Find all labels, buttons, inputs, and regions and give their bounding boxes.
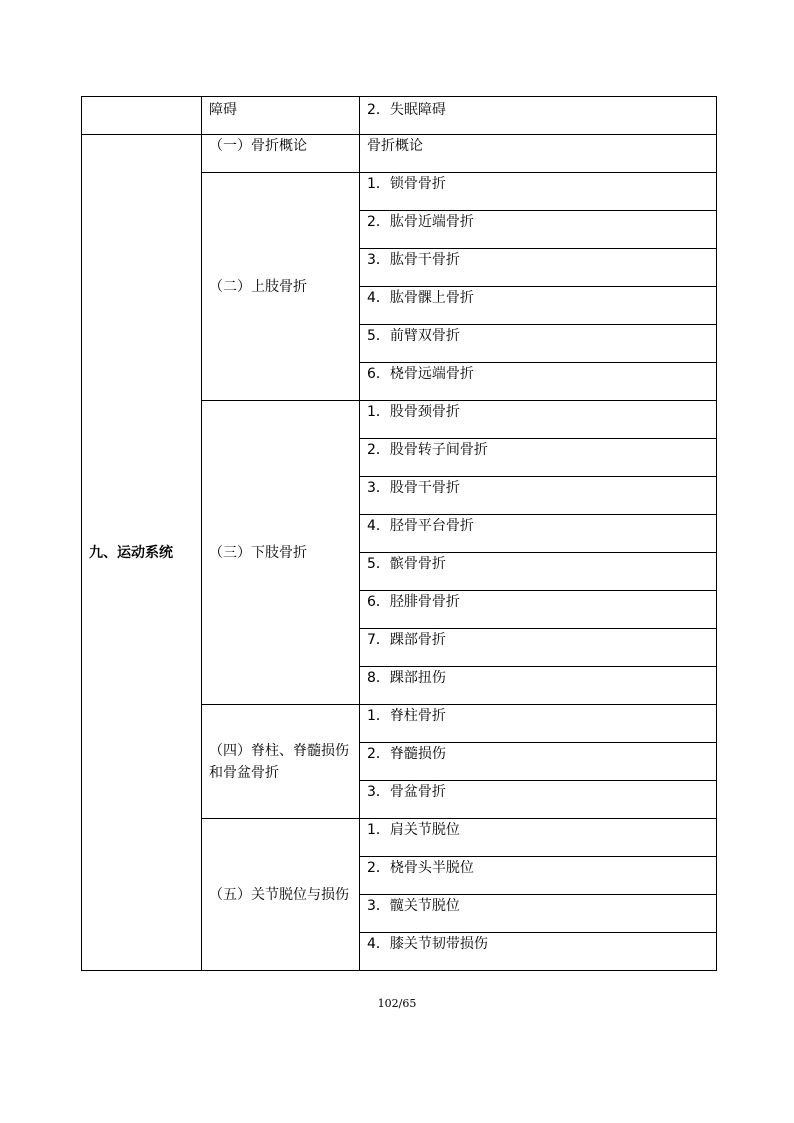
item-cell: 3．肱骨干骨折	[360, 249, 717, 287]
item-cell: 1．脊柱骨折	[360, 705, 717, 743]
category-cell: 障碍	[202, 97, 360, 135]
empty-cell	[82, 97, 202, 135]
category-cell: （三）下肢骨折	[202, 401, 360, 705]
item-cell: 2．股骨转子间骨折	[360, 439, 717, 477]
item-cell: 6．胫腓骨骨折	[360, 591, 717, 629]
category-cell: （四）脊柱、脊髓损伤和骨盆骨折	[202, 705, 360, 819]
category-cell: （二）上肢骨折	[202, 173, 360, 401]
item-cell: 骨折概论	[360, 135, 717, 173]
item-cell: 1．肩关节脱位	[360, 819, 717, 857]
syllabus-body	[82, 97, 717, 971]
item-cell: 2．肱骨近端骨折	[360, 211, 717, 249]
item-cell: 3．骨盆骨折	[360, 781, 717, 819]
item-cell: 8．踝部扭伤	[360, 667, 717, 705]
item-cell: 4．肱骨髁上骨折	[360, 287, 717, 325]
item-cell: 4．膝关节韧带损伤	[360, 933, 717, 971]
table-row	[82, 135, 717, 173]
system-cell: 九、运动系统	[82, 135, 202, 971]
item-cell: 2．脊髓损伤	[360, 743, 717, 781]
item-cell: 1．股骨颈骨折	[360, 401, 717, 439]
page-number: 102/65	[377, 997, 417, 1010]
item-cell: 4．胫骨平台骨折	[360, 515, 717, 553]
category-cell: （一）骨折概论	[202, 135, 360, 173]
table-row	[82, 97, 717, 135]
item-cell: 3．髋关节脱位	[360, 895, 717, 933]
item-cell: 2．桡骨头半脱位	[360, 857, 717, 895]
item-cell: 1．锁骨骨折	[360, 173, 717, 211]
item-cell: 5．髌骨骨折	[360, 553, 717, 591]
category-cell: （五）关节脱位与损伤	[202, 819, 360, 971]
item-cell: 5．前臂双骨折	[360, 325, 717, 363]
item-cell: 6．桡骨远端骨折	[360, 363, 717, 401]
syllabus-table	[81, 96, 717, 971]
item-cell: 7．踝部骨折	[360, 629, 717, 667]
item-cell: 3．股骨干骨折	[360, 477, 717, 515]
item-cell: 2．失眠障碍	[360, 97, 717, 135]
